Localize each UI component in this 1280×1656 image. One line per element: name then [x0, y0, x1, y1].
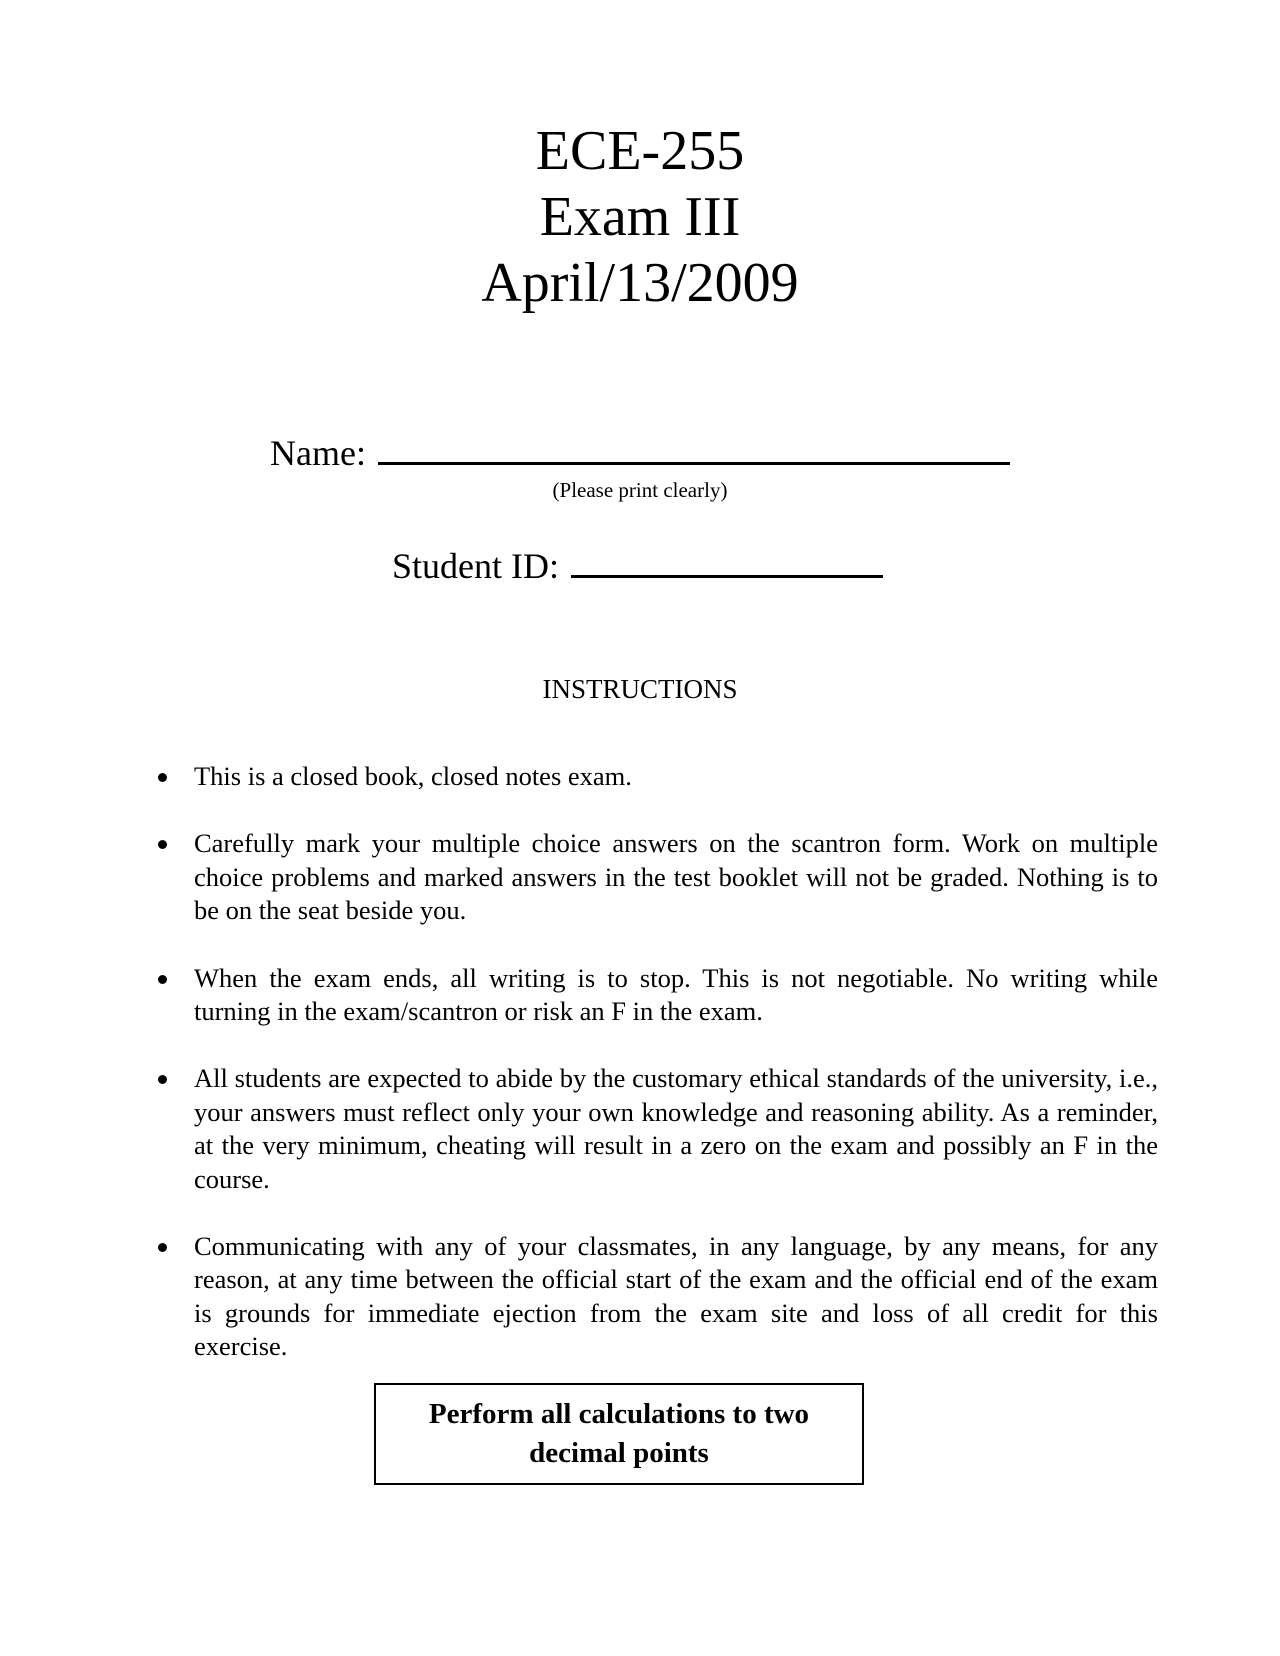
exam-name: Exam III	[539, 186, 741, 248]
instruction-item	[148, 1230, 1158, 1364]
instruction-item	[148, 760, 1158, 793]
bullet-icon	[158, 975, 167, 984]
instruction-item	[148, 1062, 1158, 1196]
bullet-icon	[158, 840, 167, 849]
instructions-heading: INSTRUCTIONS	[542, 674, 738, 704]
student-id-label: Student ID:	[392, 546, 559, 586]
calculation-notice-box	[374, 1383, 864, 1485]
calculation-notice-text: Perform all calculations to two decimal points	[428, 1398, 810, 1469]
bullet-icon	[158, 1075, 167, 1084]
instruction-text: Carefully mark your multiple choice answers on the scantron form. Work on multiple choice problems and marked answers in the test booklet will not be graded. Nothing is to be on the seat beside you.	[194, 828, 1158, 926]
instructions-list	[148, 760, 1158, 1398]
course-code: ECE-255	[535, 120, 745, 182]
instruction-item	[148, 827, 1158, 927]
exam-date: April/13/2009	[481, 252, 799, 314]
bullet-icon	[158, 773, 167, 782]
student-id-blank-line[interactable]	[571, 545, 883, 578]
name-hint: (Please print clearly)	[552, 478, 728, 502]
name-field-row	[270, 432, 1010, 474]
instruction-text: Communicating with any of your classmates, in any language, by any means, for any reason, at any time between the official start of the exam and the official end of the exam is grounds for immediate ejection from the exam site and loss of all credit for this exercise.	[194, 1231, 1158, 1362]
exam-title-block	[0, 118, 1280, 316]
instruction-text: All students are expected to abide by the customary ethical standards of the university, i.e., your answers must reflect only your own knowledge and reasoning ability. As a reminder, at the very minimum, cheating will result in a zero on the exam and possibly an F in the course.	[194, 1063, 1158, 1194]
instruction-item	[148, 962, 1158, 1029]
bullet-icon	[158, 1243, 167, 1252]
student-id-field-row	[392, 545, 883, 587]
name-blank-line[interactable]	[378, 432, 1010, 465]
instruction-text: When the exam ends, all writing is to stop. This is not negotiable. No writing while turning in the exam/scantron or risk an F in the exam.	[194, 962, 1158, 1027]
name-label: Name:	[270, 433, 366, 473]
instruction-text: This is a closed book, closed notes exam.	[194, 761, 632, 791]
